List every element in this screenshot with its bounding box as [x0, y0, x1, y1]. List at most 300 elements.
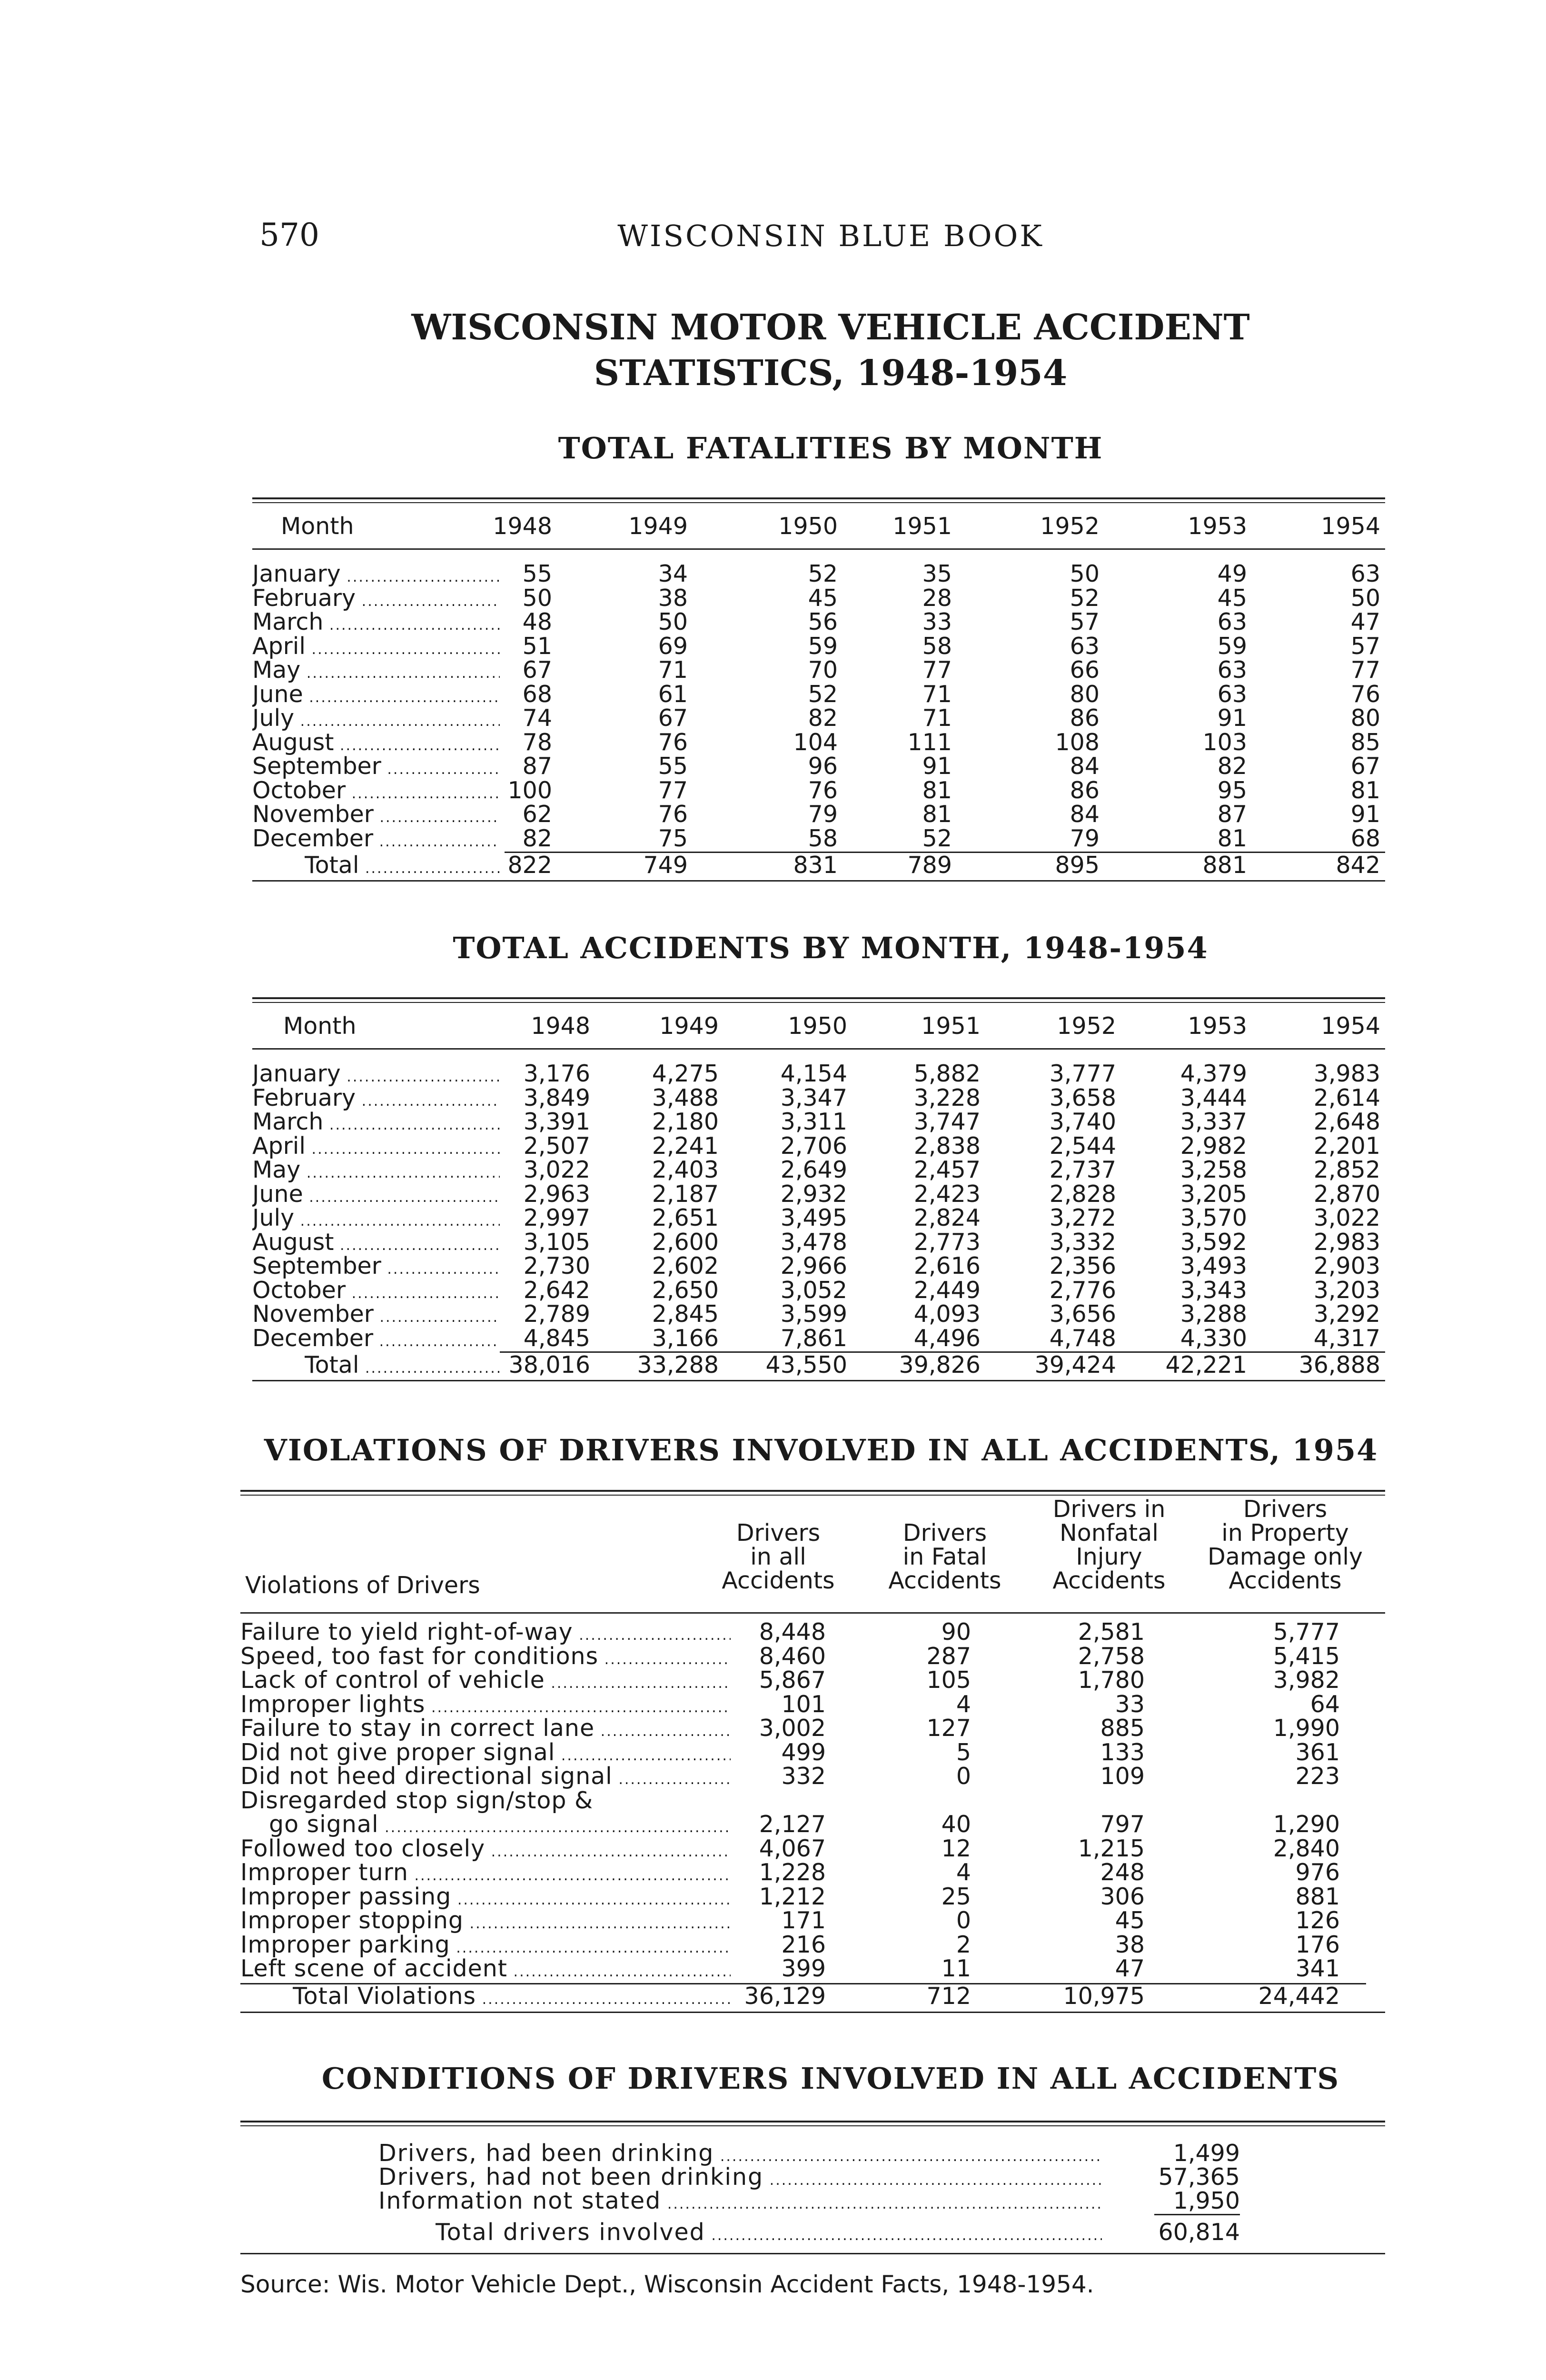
fatalities-total-value: 842 — [1336, 852, 1380, 879]
fatalities-table — [252, 497, 1385, 882]
condition-label: Drivers, had not been drinking ..... — [378, 2163, 1102, 2191]
violation-value: 1,780 — [1078, 1666, 1145, 1694]
violations-col-header: Injury — [1076, 1543, 1142, 1570]
violations-row — [240, 1716, 1385, 1741]
violations-label-header: Violations of Drivers — [245, 1572, 480, 1599]
accidents-value: 4,275 — [652, 1060, 719, 1087]
violations-col-header: Drivers in — [1052, 1496, 1166, 1523]
fatalities-month-label: May ..... — [252, 658, 500, 686]
accidents-body — [252, 1050, 1385, 1380]
fatalities-value: 50 — [522, 584, 552, 612]
accidents-value: 3,777 — [1049, 1060, 1116, 1087]
fatalities-row — [252, 776, 1385, 804]
fatalities-value: 71 — [922, 704, 952, 732]
accidents-value: 2,730 — [523, 1252, 590, 1279]
fatalities-year-header: 1949 — [628, 513, 688, 540]
accidents-value: 2,642 — [523, 1276, 590, 1304]
fatalities-row — [252, 562, 1385, 586]
fatalities-value: 91 — [922, 753, 952, 780]
fatalities-top-rule — [252, 497, 1385, 503]
accidents-month-label: October ..... — [252, 1279, 500, 1306]
accidents-total-value: 39,424 — [1034, 1351, 1116, 1378]
fatalities-value: 81 — [1350, 776, 1380, 804]
fatalities-value: 74 — [522, 704, 552, 732]
accidents-value: 4,496 — [913, 1324, 981, 1352]
fatalities-value: 63 — [1217, 680, 1247, 708]
accidents-value: 2,616 — [913, 1252, 981, 1279]
condition-value: 57,365 — [1158, 2163, 1240, 2191]
violation-label: Did not heed directional signal ..... — [240, 1765, 731, 1792]
violation-value: 2 — [956, 1931, 971, 1958]
violation-value: 5,867 — [759, 1666, 826, 1694]
accidents-value: 2,180 — [652, 1108, 719, 1135]
accidents-value: 2,650 — [652, 1276, 719, 1304]
violation-value: 5 — [956, 1738, 971, 1766]
accidents-total-value: 43,550 — [765, 1351, 847, 1378]
accidents-value: 3,176 — [523, 1060, 590, 1087]
fatalities-total-value: 831 — [793, 852, 838, 879]
violation-value: 3,002 — [759, 1715, 826, 1742]
accidents-value: 2,544 — [1049, 1132, 1116, 1160]
fatalities-total-label: Total ..... — [305, 851, 500, 883]
fatalities-value: 75 — [658, 824, 688, 852]
violation-value: 8,460 — [759, 1642, 826, 1670]
accidents-month-label: December ..... — [252, 1327, 500, 1354]
fatalities-value: 58 — [808, 824, 838, 852]
violation-value: 5,777 — [1273, 1618, 1340, 1646]
violations-total-value: 36,129 — [744, 1982, 826, 2010]
fatalities-value: 80 — [1070, 680, 1100, 708]
accidents-month-label: May ..... — [252, 1158, 500, 1186]
fatalities-value: 85 — [1350, 728, 1380, 756]
fatalities-value: 82 — [522, 824, 552, 852]
fatalities-value: 55 — [522, 560, 552, 587]
fatalities-value: 63 — [1350, 560, 1380, 587]
violation-value: 399 — [781, 1955, 826, 1982]
accidents-value: 2,852 — [1313, 1156, 1380, 1183]
accidents-row — [252, 1158, 1385, 1182]
accidents-value: 3,658 — [1049, 1084, 1116, 1111]
fatalities-value: 63 — [1217, 656, 1247, 684]
condition-label: Drivers, had been drinking ..... — [378, 2140, 1102, 2167]
fatalities-year-header: 1948 — [493, 513, 552, 540]
accidents-value: 3,849 — [523, 1084, 590, 1111]
fatalities-value: 76 — [658, 728, 688, 756]
accidents-row — [252, 1276, 1385, 1304]
accidents-total-value: 39,826 — [899, 1351, 981, 1378]
accidents-value: 3,592 — [1180, 1228, 1247, 1256]
violations-header-row — [240, 1496, 1385, 1612]
fatalities-value: 52 — [808, 680, 838, 708]
violation-value: 1,228 — [759, 1859, 826, 1886]
accidents-year-header: 1949 — [659, 1012, 719, 1040]
accidents-value: 7,861 — [780, 1324, 847, 1352]
fatalities-row — [252, 586, 1385, 611]
violations-col-header: Accidents — [888, 1567, 1001, 1594]
violations-title: VIOLATIONS OF DRIVERS INVOLVED IN ALL ACCIDENTS, 1954 — [264, 1433, 1378, 1468]
fatalities-month-label: October ..... — [252, 779, 500, 806]
fatalities-value: 87 — [1217, 801, 1247, 828]
accidents-value: 4,845 — [523, 1324, 590, 1352]
fatalities-value: 50 — [658, 608, 688, 635]
fatalities-year-header: 1954 — [1321, 513, 1380, 540]
fatalities-value: 87 — [522, 753, 552, 780]
fatalities-row — [252, 754, 1385, 779]
fatalities-value: 84 — [1070, 753, 1100, 780]
accidents-value: 3,022 — [523, 1156, 590, 1183]
accidents-month-label: September ..... — [252, 1254, 500, 1282]
violation-value: 499 — [781, 1738, 826, 1766]
violation-label: Lack of control of vehicle ..... — [240, 1668, 731, 1696]
fatalities-value: 86 — [1070, 704, 1100, 732]
fatalities-value: 81 — [1217, 824, 1247, 852]
violation-value: 4 — [956, 1859, 971, 1886]
accidents-row — [252, 1206, 1385, 1230]
violation-label: Failure to stay in correct lane ..... — [240, 1716, 731, 1744]
accidents-value: 3,272 — [1049, 1204, 1116, 1231]
fatalities-value: 80 — [1350, 704, 1380, 732]
violations-col-header: Accidents — [1229, 1567, 1342, 1594]
violations-row — [240, 1765, 1385, 1789]
fatalities-value: 79 — [1070, 824, 1100, 852]
accidents-total-label: Total ..... — [305, 1350, 500, 1383]
fatalities-value: 38 — [658, 584, 688, 612]
accidents-month-label: November ..... — [252, 1302, 500, 1330]
violation-value: 1,212 — [759, 1883, 826, 1910]
fatalities-value: 67 — [1350, 753, 1380, 780]
violations-row — [240, 1813, 1385, 1837]
accidents-value: 2,423 — [913, 1180, 981, 1208]
fatalities-total-value: 881 — [1202, 852, 1247, 879]
fatalities-value: 82 — [1217, 753, 1247, 780]
accidents-value: 3,258 — [1180, 1156, 1247, 1183]
violation-value: 109 — [1100, 1763, 1145, 1790]
accidents-value: 3,288 — [1180, 1300, 1247, 1328]
accidents-value: 3,656 — [1049, 1300, 1116, 1328]
fatalities-body — [252, 550, 1385, 880]
fatalities-grid — [252, 503, 1385, 880]
violation-value: 0 — [956, 1907, 971, 1934]
fatalities-month-label: August ..... — [252, 731, 500, 758]
accidents-value: 2,983 — [1313, 1228, 1380, 1256]
accidents-month-label: February ..... — [252, 1086, 500, 1114]
violation-value: 12 — [941, 1835, 971, 1862]
fatalities-value: 78 — [522, 728, 552, 756]
violation-value: 2,758 — [1078, 1642, 1145, 1670]
violation-value: 0 — [956, 1763, 971, 1790]
conditions-total-label: Total drivers involved ..... — [436, 2219, 1102, 2246]
violation-value: 881 — [1295, 1883, 1340, 1910]
violation-value: 45 — [1115, 1907, 1145, 1934]
violation-label: Left scene of accident ..... — [240, 1957, 731, 1984]
accidents-row — [252, 1062, 1385, 1086]
violations-total-value: 24,442 — [1258, 1982, 1340, 2010]
violation-value: 105 — [926, 1666, 971, 1694]
accidents-value: 2,648 — [1313, 1108, 1380, 1135]
violation-value: 2,840 — [1273, 1835, 1340, 1862]
accidents-value: 3,203 — [1313, 1276, 1380, 1304]
violation-value: 38 — [1115, 1931, 1145, 1958]
accidents-value: 2,966 — [780, 1252, 847, 1279]
violations-row — [240, 1909, 1385, 1933]
fatalities-value: 68 — [522, 680, 552, 708]
fatalities-value: 95 — [1217, 776, 1247, 804]
violation-value: 361 — [1295, 1738, 1340, 1766]
violations-row — [240, 1885, 1385, 1909]
fatalities-value: 35 — [922, 560, 952, 587]
violations-total-value: 10,975 — [1063, 1982, 1145, 2010]
main-title-line-1: WISCONSIN MOTOR VEHICLE ACCIDENT — [411, 307, 1250, 348]
fatalities-year-header: 1951 — [892, 513, 952, 540]
accidents-value: 3,311 — [780, 1108, 847, 1135]
accidents-value: 2,356 — [1049, 1252, 1116, 1279]
fatalities-year-header: 1953 — [1188, 513, 1247, 540]
violation-value: 885 — [1100, 1715, 1145, 1742]
violations-row — [240, 1786, 1385, 1814]
fatalities-value: 79 — [808, 801, 838, 828]
fatalities-total-value: 895 — [1055, 852, 1100, 879]
violation-value: 287 — [926, 1642, 971, 1670]
violation-value: 4,067 — [759, 1835, 826, 1862]
fatalities-month-label: September ..... — [252, 754, 500, 782]
fatalities-value: 45 — [1217, 584, 1247, 612]
conditions-top-rule — [240, 2121, 1385, 2126]
accidents-value: 3,478 — [780, 1228, 847, 1256]
page-number: 570 — [259, 217, 319, 253]
fatalities-value: 52 — [808, 560, 838, 587]
conditions-total-rule — [1154, 2214, 1240, 2215]
accidents-value: 3,570 — [1180, 1204, 1247, 1231]
violation-label: Improper passing ..... — [240, 1885, 731, 1913]
fatalities-value: 63 — [1217, 608, 1247, 635]
accidents-value: 3,444 — [1180, 1084, 1247, 1111]
accidents-value: 2,963 — [523, 1180, 590, 1208]
accidents-year-header: 1953 — [1188, 1012, 1247, 1040]
violation-value: 101 — [781, 1690, 826, 1718]
accidents-value: 3,343 — [1180, 1276, 1247, 1304]
violation-value: 8,448 — [759, 1618, 826, 1646]
accidents-row — [252, 1302, 1385, 1327]
accidents-value: 4,330 — [1180, 1324, 1247, 1352]
accidents-value: 3,747 — [913, 1108, 981, 1135]
violation-label: Failure to yield right-of-way ..... — [240, 1620, 731, 1648]
accidents-value: 3,052 — [780, 1276, 847, 1304]
fatalities-value: 59 — [808, 632, 838, 660]
fatalities-value: 34 — [658, 560, 688, 587]
fatalities-value: 66 — [1070, 656, 1100, 684]
violation-value: 306 — [1100, 1883, 1145, 1910]
violations-row — [240, 1957, 1385, 1981]
fatalities-value: 111 — [907, 728, 952, 756]
accidents-value: 2,600 — [652, 1228, 719, 1256]
accidents-title: TOTAL ACCIDENTS BY MONTH, 1948-1954 — [453, 931, 1209, 965]
violation-label: Improper lights ..... — [240, 1693, 731, 1720]
accidents-value: 3,495 — [780, 1204, 847, 1231]
fatalities-row — [252, 610, 1385, 635]
accidents-row — [252, 1230, 1385, 1255]
fatalities-value: 77 — [922, 656, 952, 684]
violation-value: 25 — [941, 1883, 971, 1910]
condition-value: 1,499 — [1173, 2140, 1240, 2167]
main-title-line-2: STATISTICS, 1948-1954 — [594, 353, 1068, 394]
fatalities-value: 62 — [522, 801, 552, 828]
violations-col-header: in Property — [1221, 1519, 1349, 1547]
fatalities-value: 47 — [1350, 608, 1380, 635]
fatalities-value: 77 — [658, 776, 688, 804]
running-head — [259, 217, 1402, 255]
violation-value: 1,290 — [1273, 1811, 1340, 1838]
fatalities-year-header: 1950 — [778, 513, 838, 540]
violation-value: 248 — [1100, 1859, 1145, 1886]
accidents-month-label: March ..... — [252, 1110, 500, 1138]
fatalities-value: 55 — [658, 753, 688, 780]
violations-col-header: Drivers — [736, 1519, 821, 1547]
accidents-value: 2,614 — [1313, 1084, 1380, 1111]
fatalities-month-label: January ..... — [252, 562, 500, 590]
accidents-value: 3,292 — [1313, 1300, 1380, 1328]
accidents-table — [252, 997, 1385, 1381]
violation-value: 176 — [1295, 1931, 1340, 1958]
accidents-month-label: April ..... — [252, 1134, 500, 1162]
accidents-value: 2,507 — [523, 1132, 590, 1160]
violation-value: 33 — [1115, 1690, 1145, 1718]
violation-value: 2,127 — [759, 1811, 826, 1838]
violation-value: 1,215 — [1078, 1835, 1145, 1862]
violation-value: 332 — [781, 1763, 826, 1790]
fatalities-value: 48 — [522, 608, 552, 635]
fatalities-year-header: 1952 — [1040, 513, 1100, 540]
fatalities-value: 57 — [1070, 608, 1100, 635]
violations-col-header: Accidents — [722, 1567, 835, 1594]
fatalities-month-label: July ..... — [252, 706, 500, 734]
accidents-value: 2,187 — [652, 1180, 719, 1208]
accidents-row — [252, 1110, 1385, 1134]
violations-row — [240, 1620, 1385, 1645]
accidents-value: 2,838 — [913, 1132, 981, 1160]
accidents-row — [252, 1324, 1385, 1352]
accidents-total-value: 42,221 — [1165, 1351, 1247, 1378]
condition-label: Information not stated ..... — [378, 2187, 1102, 2214]
accidents-value: 3,488 — [652, 1084, 719, 1111]
accidents-total-value: 38,016 — [508, 1351, 590, 1378]
accidents-value: 3,740 — [1049, 1108, 1116, 1135]
fatalities-row — [252, 803, 1385, 827]
fatalities-row — [252, 658, 1385, 683]
violation-value: 5,415 — [1273, 1642, 1340, 1670]
fatalities-value: 77 — [1350, 656, 1380, 684]
accidents-value: 2,903 — [1313, 1252, 1380, 1279]
violations-col-header: Drivers — [902, 1519, 987, 1547]
accidents-value: 3,022 — [1313, 1204, 1380, 1231]
book-title: WISCONSIN BLUE BOOK — [617, 218, 1044, 253]
fatalities-value: 56 — [808, 608, 838, 635]
accidents-total-value: 33,288 — [637, 1351, 719, 1378]
violation-label: Disregarded stop sign/stop & — [240, 1786, 594, 1814]
fatalities-row — [252, 728, 1385, 756]
accidents-value: 2,828 — [1049, 1180, 1116, 1208]
violations-body — [240, 1614, 1385, 2012]
condition-value: 1,950 — [1173, 2187, 1240, 2214]
accidents-value: 4,317 — [1313, 1324, 1380, 1352]
fatalities-value: 63 — [1070, 632, 1100, 660]
violation-label: Followed too closely ..... — [240, 1837, 731, 1864]
violation-label: go signal ..... — [269, 1813, 731, 1840]
accidents-value: 2,449 — [913, 1276, 981, 1304]
violations-top-rule — [240, 1490, 1385, 1496]
violations-row — [240, 1861, 1385, 1885]
violation-value: 1,990 — [1273, 1715, 1340, 1742]
fatalities-value: 28 — [922, 584, 952, 612]
fatalities-value: 71 — [658, 656, 688, 684]
violations-total-label: Total Violations ..... — [293, 1981, 731, 2015]
accidents-value: 2,706 — [780, 1132, 847, 1160]
accidents-value: 3,166 — [652, 1324, 719, 1352]
fatalities-title: TOTAL FATALITIES BY MONTH — [558, 431, 1103, 466]
fatalities-value: 52 — [922, 824, 952, 852]
fatalities-value: 71 — [922, 680, 952, 708]
violations-col-header: Drivers — [1243, 1496, 1328, 1523]
accidents-row — [252, 1182, 1385, 1207]
violations-row — [240, 1690, 1385, 1718]
fatalities-value: 59 — [1217, 632, 1247, 660]
fatalities-value: 70 — [808, 656, 838, 684]
accidents-top-rule — [252, 997, 1385, 1003]
accidents-value: 3,205 — [1180, 1180, 1247, 1208]
violations-row — [240, 1668, 1385, 1693]
fatalities-value: 81 — [922, 776, 952, 804]
fatalities-value: 91 — [1217, 704, 1247, 732]
accidents-total-value: 36,888 — [1298, 1351, 1380, 1378]
violation-label: Improper stopping ..... — [240, 1909, 731, 1936]
violation-value: 797 — [1100, 1811, 1145, 1838]
violation-value: 126 — [1295, 1907, 1340, 1934]
fatalities-value: 69 — [658, 632, 688, 660]
fatalities-value: 58 — [922, 632, 952, 660]
fatalities-row — [252, 632, 1385, 660]
violations-col-header: in Fatal — [902, 1543, 987, 1570]
violations-total-row — [240, 1981, 1385, 2012]
accidents-value: 2,932 — [780, 1180, 847, 1208]
fatalities-value: 50 — [1350, 584, 1380, 612]
accidents-value: 2,737 — [1049, 1156, 1116, 1183]
accidents-value: 4,748 — [1049, 1324, 1116, 1352]
violations-col-header: Nonfatal — [1060, 1519, 1159, 1547]
accidents-value: 3,228 — [913, 1084, 981, 1111]
violation-value: 127 — [926, 1715, 971, 1742]
fatalities-value: 86 — [1070, 776, 1100, 804]
fatalities-value: 103 — [1202, 728, 1247, 756]
violations-col-header: Accidents — [1052, 1567, 1166, 1594]
fatalities-value: 51 — [522, 632, 552, 660]
violation-value: 341 — [1295, 1955, 1340, 1982]
conditions-title: CONDITIONS OF DRIVERS INVOLVED IN ALL ACCIDENTS — [321, 2061, 1340, 2096]
fatalities-value: 91 — [1350, 801, 1380, 828]
fatalities-month-label: April ..... — [252, 635, 500, 662]
accidents-header-row — [252, 1003, 1385, 1048]
fatalities-value: 68 — [1350, 824, 1380, 852]
fatalities-value: 57 — [1350, 632, 1380, 660]
accidents-value: 2,776 — [1049, 1276, 1116, 1304]
fatalities-value: 67 — [658, 704, 688, 732]
accidents-month-label: January ..... — [252, 1062, 500, 1090]
accidents-value: 2,982 — [1180, 1132, 1247, 1160]
accidents-month-label: June ..... — [252, 1182, 500, 1210]
fatalities-value: 84 — [1070, 801, 1100, 828]
accidents-value: 2,870 — [1313, 1180, 1380, 1208]
violation-label: Did not give proper signal ..... — [240, 1741, 731, 1768]
accidents-value: 4,093 — [913, 1300, 981, 1328]
fatalities-value: 104 — [793, 728, 838, 756]
